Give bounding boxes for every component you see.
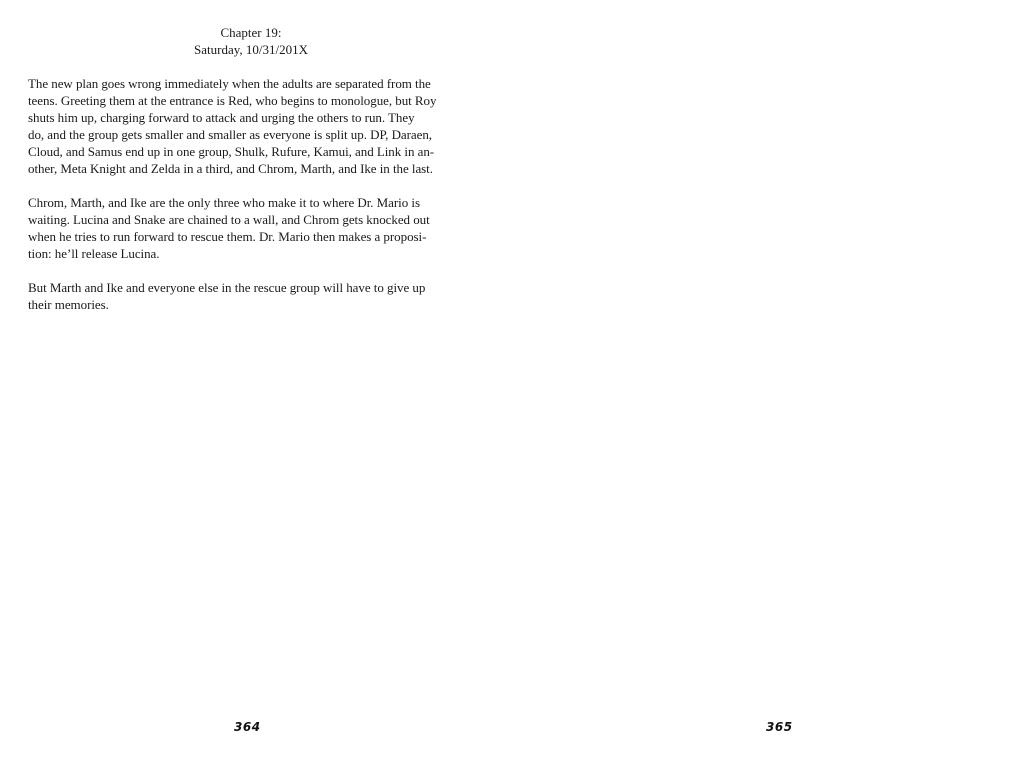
right-page (512, 0, 1024, 768)
chapter-title: Chapter 19: (220, 25, 282, 40)
page-number-left: 364 (234, 720, 261, 734)
text-line: waiting. Lucina and Snake are chained to a wall, and Chrom gets knocked out (28, 212, 430, 227)
text-line: Cloud, and Samus end up in one group, Shulk, Rufure, Kamui, and Link in an- (28, 144, 435, 159)
text-line: But Marth and Ike and everyone else in the rescue group will have to give up (28, 280, 426, 295)
text-line: when he tries to run forward to rescue them. Dr. Mario then makes a proposi- (28, 229, 427, 244)
chapter-heading (28, 24, 474, 58)
text-line: other, Meta Knight and Zelda in a third, and Chrom, Marth, and Ike in the last. (28, 161, 433, 176)
text-line: their memories. (28, 297, 109, 312)
page-number-right: 365 (766, 720, 793, 734)
text-line: shuts him up, charging forward to attack and urging the others to run. They (28, 110, 415, 125)
paragraph (28, 75, 474, 177)
chapter-date: Saturday, 10/31/201X (194, 42, 308, 57)
paragraph (28, 279, 474, 313)
text-line: The new plan goes wrong immediately when the adults are separated from the (28, 76, 431, 91)
text-line: do, and the group gets smaller and smaller as everyone is split up. DP, Daraen, (28, 127, 433, 142)
paragraph (28, 194, 474, 262)
page-text (28, 24, 474, 330)
text-line: teens. Greeting them at the entrance is Red, who begins to monologue, but Roy (28, 93, 437, 108)
text-line: Chrom, Marth, and Ike are the only three who make it to where Dr. Mario is (28, 195, 420, 210)
text-line: tion: he’ll release Lucina. (28, 246, 160, 261)
